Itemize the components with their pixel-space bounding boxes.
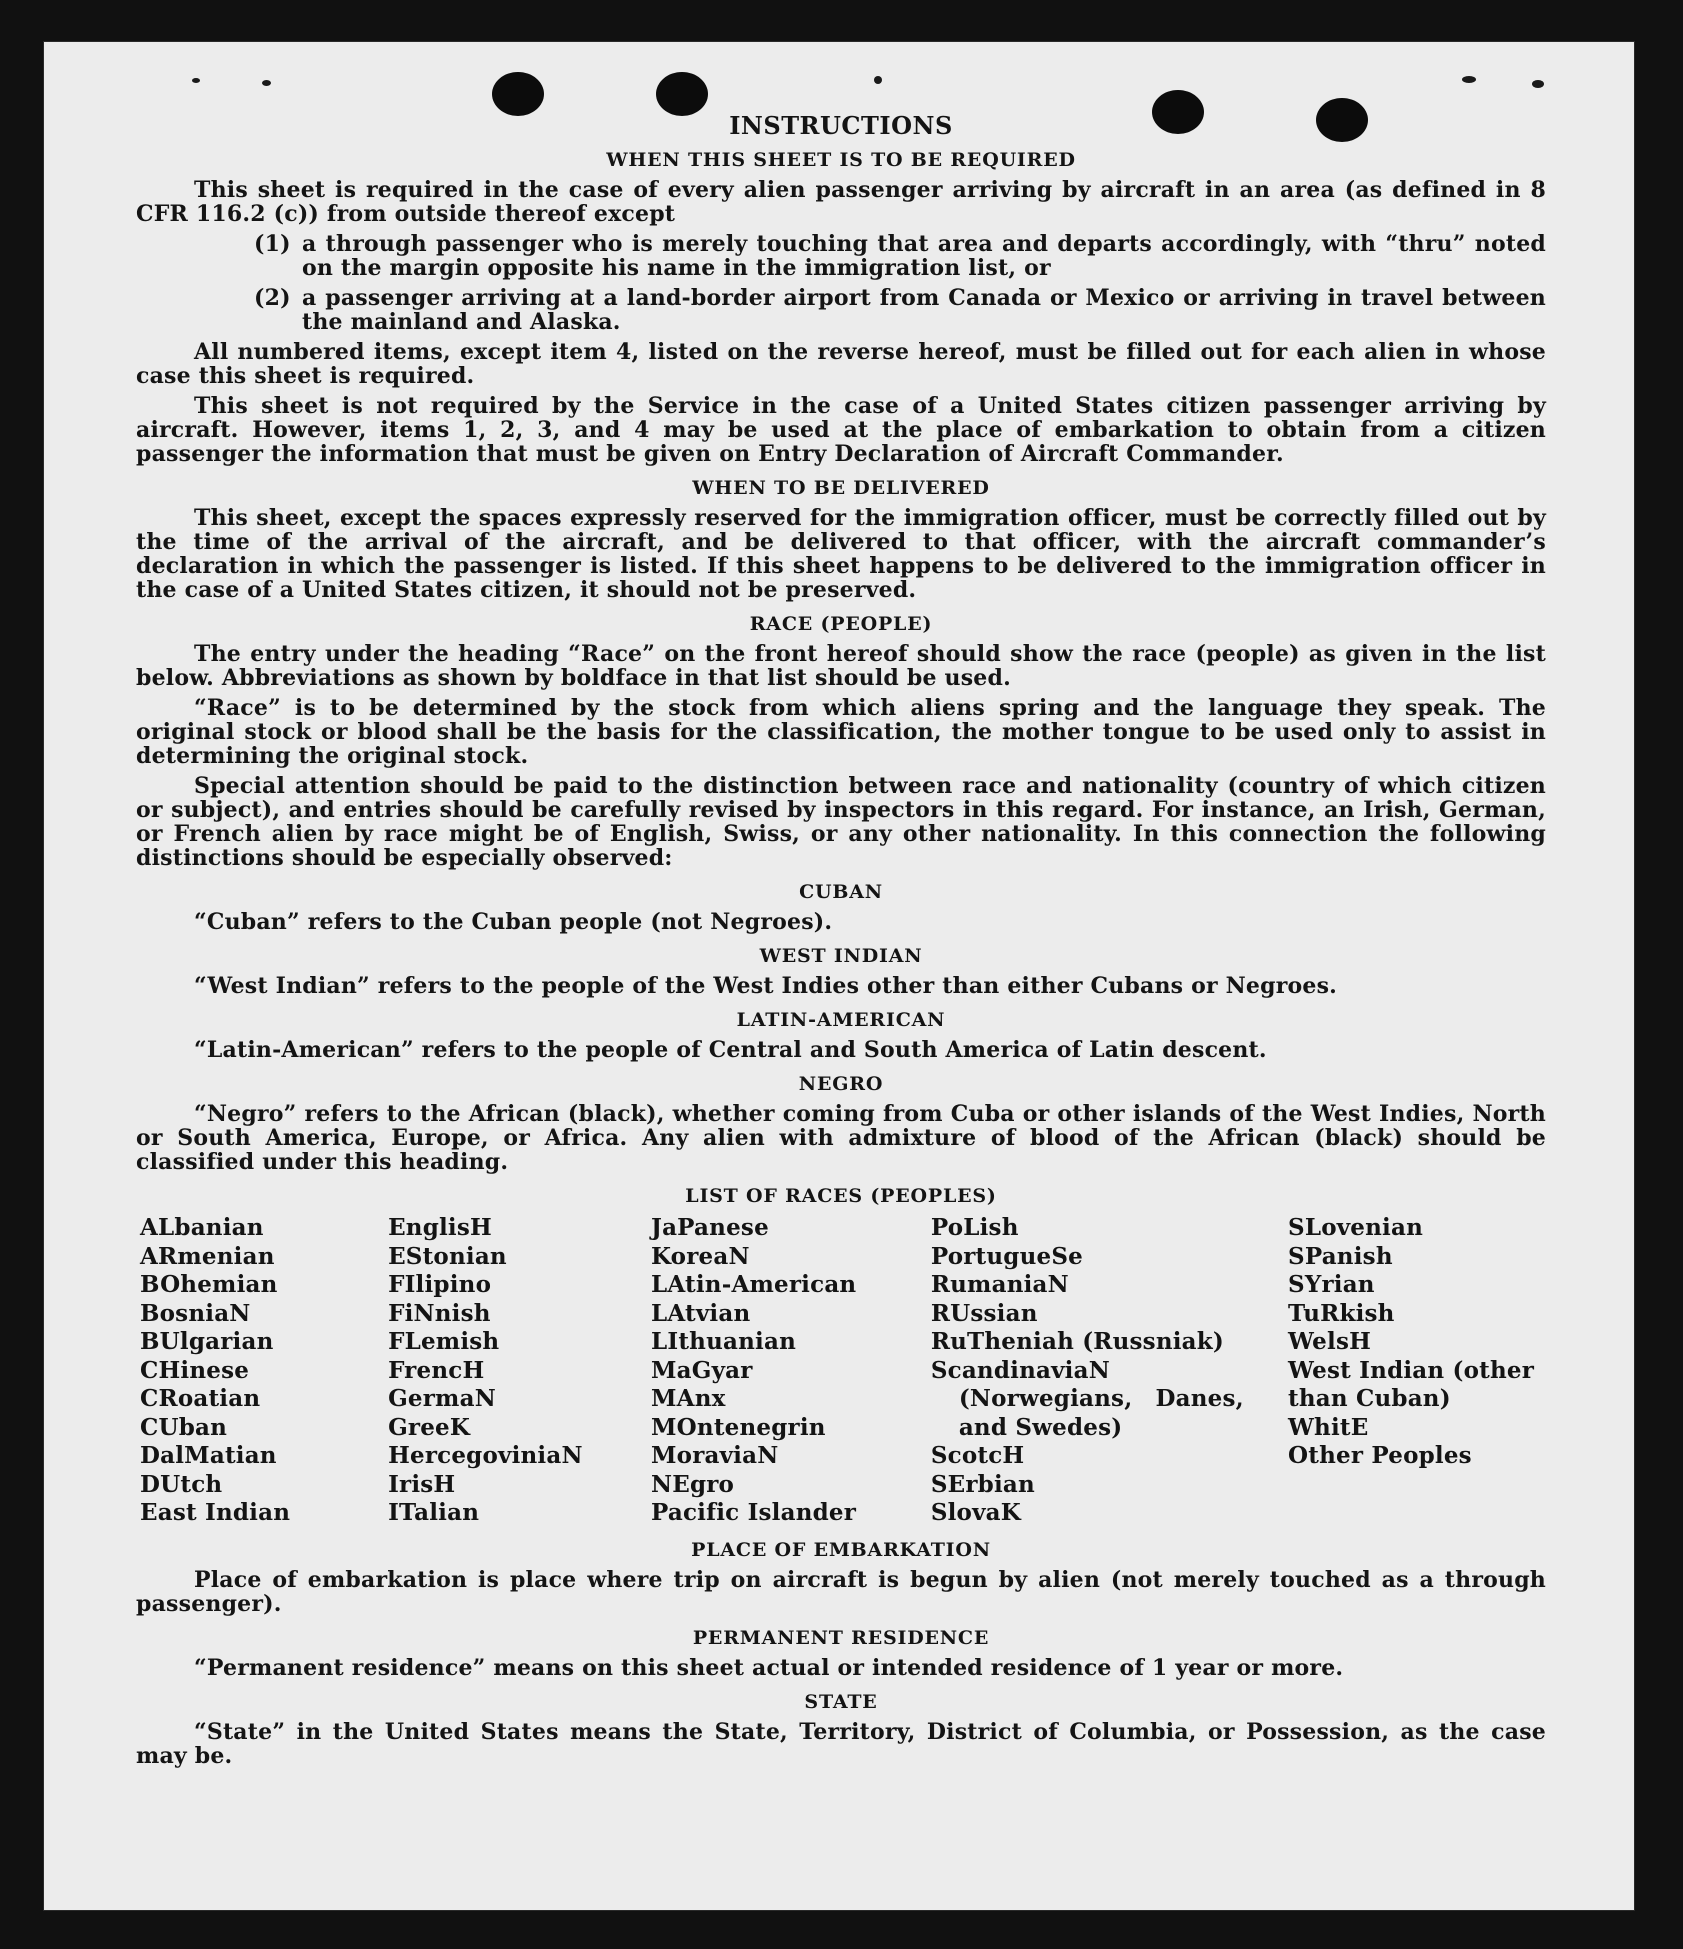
section-heading-cuban: CUBAN — [799, 881, 883, 903]
ink-speck — [1532, 80, 1544, 88]
race-entry: DalMatian — [140, 1442, 277, 1469]
race-paragraph: The entry under the heading “Race” on the front hereof should show the race (people) as given in the list below. Abbreviations as shown by boldface in that list should be used. — [136, 641, 1546, 691]
list-item — [254, 232, 1546, 280]
race-entry: CRoatian — [140, 1385, 261, 1412]
race-entry: JaPanese — [651, 1214, 769, 1241]
race-entry: Other Peoples — [1288, 1442, 1472, 1469]
race-entry: ITalian — [388, 1499, 480, 1526]
race-paragraph: Special attention should be paid to the distinction between race and nationality (country of which citizen or subject), and entries should be carefully revised by inspectors in this regard. For instance, an Irish, German, or French alien by race might be of English, Swiss, or any other nationality. In this connection the following distinctions should be especially observed: — [136, 773, 1546, 871]
section-heading-races-list: LIST OF RACES (PEOPLES) — [685, 1185, 997, 1207]
races-column — [388, 1214, 651, 1528]
list-item — [254, 286, 1546, 334]
race-entry: NEgro — [651, 1470, 735, 1498]
required-paragraph: This sheet is not required by the Service in the case of a United States citizen passenger arriving by aircraft. However, items 1, 2, 3, and 4 may be used at the place of embarkation to obtain from a citizen passenger the information that must be given on Entry Declaration of Aircraft Commander. — [136, 393, 1546, 467]
section-heading-residence: PERMANENT RESIDENCE — [692, 1626, 990, 1649]
race-entry: EStonian — [388, 1242, 507, 1270]
item-number: (2) — [254, 285, 291, 311]
page-title: INSTRUCTIONS — [729, 111, 953, 140]
race-entry: GreeK — [388, 1413, 471, 1441]
ink-speck — [1462, 76, 1476, 83]
race-entry: Pacific Islander — [651, 1499, 857, 1526]
races-column — [140, 1214, 388, 1528]
west-indian-definition: “West Indian” refers to the people of the West Indies other than either Cubans or Negroes. — [194, 973, 1338, 999]
race-entry: BosniaN — [140, 1299, 251, 1327]
punch-hole — [492, 72, 544, 116]
race-entry: SlovaK — [930, 1499, 1021, 1526]
ink-speck — [262, 80, 271, 86]
race-entry: ARmenian — [140, 1242, 275, 1270]
race-entry: MoraviaN — [651, 1442, 779, 1469]
race-entry: MOntenegrin — [651, 1413, 826, 1441]
embarkation-paragraph: Place of embarkation is place where trip on aircraft is begun by alien (not merely touched as a through passenger). — [136, 1566, 1546, 1617]
section-heading-negro: NEGRO — [798, 1073, 884, 1095]
race-entry: SLovenian — [1288, 1214, 1424, 1241]
race-entry: FrencH — [388, 1356, 485, 1384]
race-entry: KoreaN — [651, 1242, 750, 1270]
race-entry: PortugueSe — [930, 1242, 1083, 1270]
section-heading-race: RACE (PEOPLE) — [749, 613, 933, 635]
race-paragraph: “Race” is to be determined by the stock from which aliens spring and the language they speak. The original stock or blood shall be the basis for the classification, the mother tongue to be used only to assist in determining the original stock. — [136, 695, 1546, 769]
race-entry: RumaniaN — [930, 1271, 1069, 1298]
section-heading-state: STATE — [804, 1690, 878, 1713]
race-entry: CUban — [140, 1413, 228, 1441]
races-column — [651, 1214, 931, 1528]
section-heading-delivered: WHEN TO BE DELIVERED — [692, 477, 990, 499]
race-entry: WhitE — [1288, 1413, 1369, 1441]
race-entry: DUtch — [140, 1470, 223, 1498]
race-entry: MAnx — [651, 1385, 726, 1412]
race-entry: FIlipino — [388, 1271, 492, 1298]
race-entry: HercegoviniaN — [388, 1442, 583, 1469]
race-entry: East Indian — [140, 1499, 291, 1526]
ink-speck — [874, 76, 882, 84]
race-entry: FiNnish — [388, 1299, 491, 1327]
races-column — [1288, 1214, 1546, 1528]
race-entry: ScandinaviaN (Norwegians, Danes, and Swedes) — [930, 1356, 1244, 1441]
race-entry: SErbian — [930, 1470, 1035, 1498]
race-entry: IrisH — [388, 1470, 456, 1498]
race-entry: BOhemian — [140, 1271, 278, 1298]
document-page — [44, 42, 1634, 1910]
race-entry: PoLish — [930, 1214, 1019, 1241]
race-entry: SPanish — [1288, 1242, 1393, 1270]
race-entry: ScotcH — [930, 1442, 1025, 1469]
section-heading-required: WHEN THIS SHEET IS TO BE REQUIRED — [606, 149, 1076, 171]
race-entry: MaGyar — [651, 1356, 753, 1384]
race-entry: LIthuanian — [651, 1328, 796, 1355]
latin-american-definition: “Latin-American” refers to the people of Central and South America of Latin descent. — [194, 1037, 1267, 1063]
section-heading-latin-american: LATIN-AMERICAN — [736, 1009, 946, 1031]
race-entry: CHinese — [140, 1356, 250, 1384]
races-list — [140, 1214, 1546, 1528]
race-entry: BUlgarian — [140, 1328, 274, 1355]
race-entry: West Indian (other than Cuban) — [1288, 1356, 1535, 1412]
item-text: a through passenger who is merely touching that area and departs accordingly, with “thru” noted on the margin opposite his name in the immigration list, or — [302, 231, 1546, 281]
races-column — [931, 1214, 1288, 1528]
race-entry: GermaN — [388, 1385, 496, 1412]
item-text: a passenger arriving at a land-border airport from Canada or Mexico or arriving in travel between the mainland and Alaska. — [302, 285, 1546, 335]
ink-speck — [192, 78, 200, 83]
section-heading-embarkation: PLACE OF EMBARKATION — [691, 1538, 991, 1561]
required-intro: This sheet is required in the case of every alien passenger arriving by aircraft in an area (as defined in 8 CFR 116.2 (c)) from outside thereof except — [136, 177, 1546, 227]
race-entry: SYrian — [1288, 1271, 1375, 1298]
race-entry: RuTheniah (Russniak) — [930, 1328, 1225, 1355]
race-entry: LAtvian — [651, 1299, 751, 1327]
instructions-content — [136, 111, 1546, 1774]
race-entry: RUssian — [930, 1299, 1038, 1327]
section-heading-west-indian: WEST INDIAN — [759, 945, 923, 967]
race-entry: LAtin-American — [651, 1271, 857, 1298]
race-entry: FLemish — [388, 1328, 500, 1355]
race-entry: ALbanian — [140, 1214, 264, 1241]
delivered-paragraph: This sheet, except the spaces expressly reserved for the immigration officer, must be correctly filled out by the time of the arrival of the aircraft, and be delivered to that officer, with the aircraft commander’s declaration in which the passenger is listed. If this sheet happens to be delivered to the immigration officer in the case of a United States citizen, it should not be preserved. — [136, 505, 1546, 603]
cuban-definition: “Cuban” refers to the Cuban people (not Negroes). — [194, 909, 833, 935]
state-paragraph: “State” in the United States means the State, Territory, District of Columbia, or Possession, as the case may be. — [136, 1718, 1546, 1769]
punch-hole — [656, 72, 708, 116]
race-entry: TuRkish — [1288, 1299, 1395, 1327]
race-entry: EnglisH — [388, 1214, 492, 1241]
residence-paragraph: “Permanent residence” means on this sheet actual or intended residence of 1 year or more. — [194, 1654, 1344, 1681]
item-number: (1) — [254, 231, 291, 257]
race-entry: WelsH — [1288, 1328, 1372, 1355]
required-paragraph: All numbered items, except item 4, listed on the reverse hereof, must be filled out for each alien in whose case this sheet is required. — [136, 339, 1546, 389]
negro-definition: “Negro” refers to the African (black), whether coming from Cuba or other islands of the West Indies, North or South America, Europe, or Africa. Any alien with admixture of blood of the African (black) should be classified under this heading. — [136, 1101, 1546, 1175]
